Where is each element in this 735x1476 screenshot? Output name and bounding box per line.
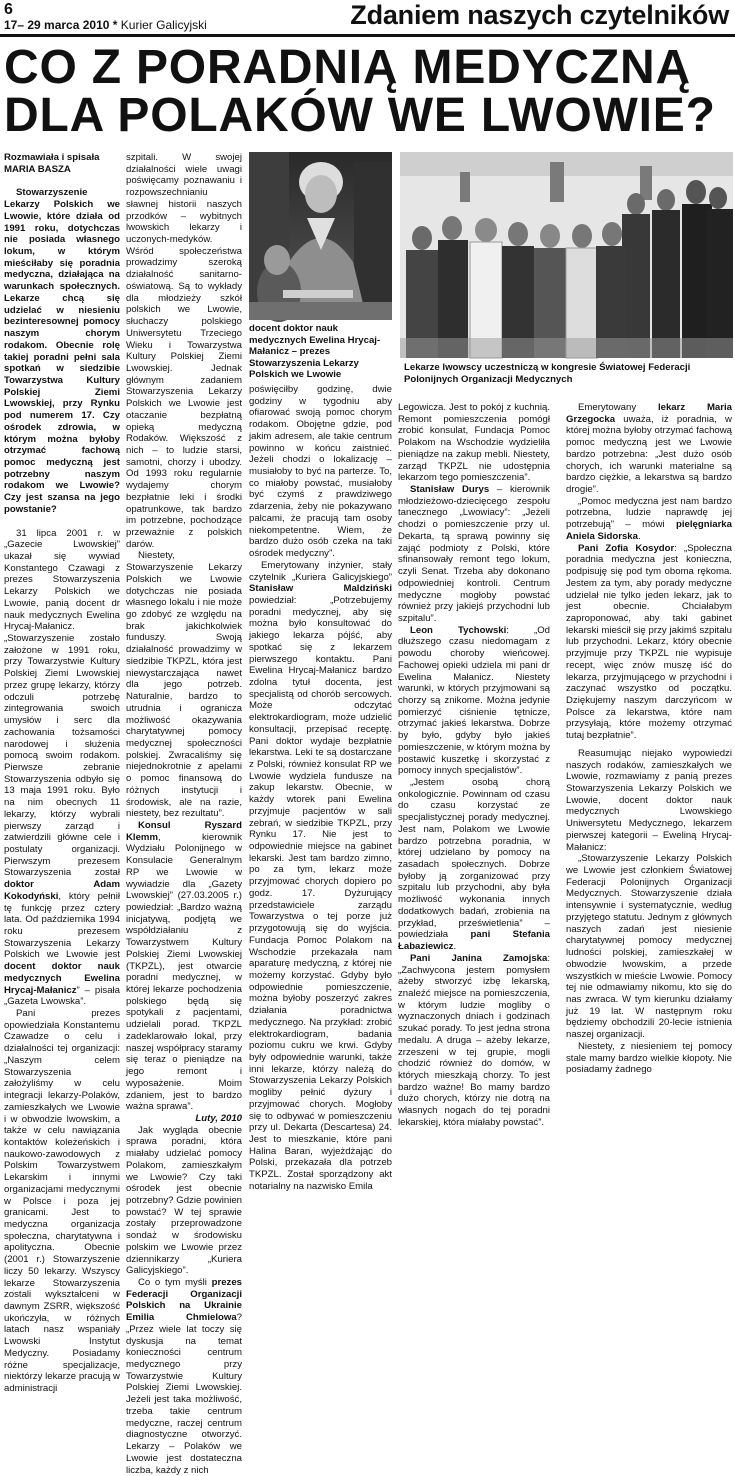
issue-date: 17– 29 marca 2010 xyxy=(4,18,110,32)
person-name: Stanisław Durys xyxy=(410,484,490,496)
paragraph xyxy=(249,560,392,1193)
paragraph-text: ? „Przez wiele lat toczy się dyskusja na temat konieczności centrum medycznego przy Towarzystwie Kultury Polskiej Ziemi Lwowskiej. Jeżeli jest taka możliwość, trzeba takie centrum medyczne, raczej centrum diagnostyczne otworzyć. Lekarzy – Polaków we Lwowie jest dostateczna liczba, każdy z nich xyxy=(126,1312,242,1476)
paragraph-text: ” – pisała „Gazeta Lwowska”. xyxy=(4,984,120,1008)
publication-name: Kurier Galicyjski xyxy=(120,18,207,32)
paragraph xyxy=(4,528,120,1008)
person-name: Pani Zofia Kosydor xyxy=(578,542,675,554)
photo-group-caption: Lekarze lwowscy uczestniczą w kongresie Światowej Federacji Polonijnych Organizacji Medycznych xyxy=(404,362,691,385)
photo-portrait-caption: docent doktor nauk medycznych Ewelina Hrycaj-Małanicz – prezes Stowarzyszenia Lekarzy Polskich we Lwowie xyxy=(249,323,381,380)
paragraph-text: Emerytowany xyxy=(578,402,637,413)
article-column-5 xyxy=(566,402,732,1092)
person-name: Leon Tychowski xyxy=(410,624,507,636)
paragraph: Pani prezes opowiedziała Konstantemu Czawadze o celu i działalności tej organizacji: „Naszym celem Stowarzyszenia założyliśmy w celu integracji lekarzy-Polaków, zamieszkałych we Lwowie i w obwodzie lwowskim, a także w celu nawiązania kontaktów koleżeńskich i naukowo-zawodowych z Polskim Towarzystwem Lekarskim i innymi organizacjami medycznymi w Polsce i poza jej granicami. Jest to medyczna organizacja społeczna, charytatywna i apolityczna. Obecnie (2001 r.) Stowarzyszenie liczy 50 lekarzy. Wszyscy lekarze Stowarzyszenia zostali wykształceni w dawnym ZSRR, większość ukończyła, w różnych latach nasz wspaniały Lwowski Instytut Medyczny. Posiadamy różne specjalizacje, niektórzy lekarze pracują w administracji xyxy=(4,1008,120,1395)
paragraph xyxy=(566,543,732,742)
person-name: doktor Adam Kokodyński xyxy=(4,879,120,902)
paragraph-text: : „Od dłuższego czasu niedomagam z powodu choroby wieńcowej. Fachowej opieki udziela mi pani dr Ewelina Małanicz. Niestety warunki, w których przyjmowani są chorzy są znikome. Można jedynie pomierzyć ciśnienie tętnicze, otrzymać jakieś lekarstwa. Dobrze by było, gdyby było jakieś pomieszczenie, w którym można by postawić kuszetkę i skorzystać z pomocy innych specjalistów”. xyxy=(398,624,550,777)
paragraph: Reasumując niejako wypowiedzi naszych rodaków, zamieszkałych we Lwowie, rozmawiamy z panią prezes Stowarzyszenia Lekarzy Polskich we Lwowie, docent doktor nauk medycznych Lwowskiego Uniwersytetu Medycznego, lekarzem pierwszej kategorii – Eweliną Hrycaj-Małanicz: xyxy=(566,747,732,853)
paragraph-text: „Jestem osobą chorą onkologicznie. Powinnam od czasu do czasu korzystać ze specjalistycznej porady medycznej. Jest nam, Polakom we Lwowie bardzo potrzebna poradnia, w której udzielano by pomocy na zasadach społecznych. Dobrze byłoby ją zorganizować przy szpitalu lub przychodni, aby była możliwość wykonania innych dodatkowych badań, zrobienia na przykład, prześwietlenia” – powiedziała xyxy=(398,777,550,941)
paragraph: Legowicza. Jest to pokój z kuchnią. Remont pomieszczenia pomógł zrobić konsulat, Fundacja Pomoc Polakom na Wschodzie wydzieliła pieniądze na zakup mebli. Niestety, zarząd TKPZL nie udostępnia lekarzom tego pomieszczenia”. xyxy=(398,402,550,484)
paragraph-text: – kierownik młodzieżowo-dziecięcego zespołu tanecznego „Lwowiacy”: „Jeżeli chodzi o pomieszczenie przy ul. Dekarta, tą sprawą powinny się zająć podmioty z Polski, które sfinansowały remont tego lokum, czyli Senat. Trzeba aby dokonano odpowiedniej kontroli. Centrum medyczne mogłoby powstać również przy jakiejś przychodni lub szpitalu”. xyxy=(398,484,550,624)
paragraph: szpitali. W swojej działalności wiele uwagi poświęcamy poznawaniu i rozpowszechnianiu sławnej historii naszych przodków – wybitnych lwowskich lekarzy i uczonych-medyków. Wśród społeczeństwa prowadzimy szeroką działalność sanitarno-oświatową. Są to wykłady dla młodzieży szkół polskich we Lwowie, słuchaczy polskiego Uniwersytetu Trzeciego Wieku i Towarzystwa Kultury Polskiej Ziemi Lwowskiej. Jednak głównym zadaniem Stowarzyszenia Lekarzy Polskich we Lwowie jest otaczanie bezpłatną opieką medyczną Rodaków. Większość z nich – to ludzie starsi, samotni, chorzy i ubodzy. Od 1993 roku regularnie wydajemy chorym bezpłatnie leki i środki opatrunkowe, tak bardzo im potrzebne, pochodzące przeważnie z polskich darów. xyxy=(126,152,242,550)
person-name: pielęgniarka Aniela Sidorska xyxy=(566,519,732,542)
headline-line-2: DLA POLAKÓW WE LWOWIE? xyxy=(4,89,716,142)
photo-portrait xyxy=(249,152,392,320)
lead-text: Stowarzyszenie Lekarzy Polskich we Lwowie, które działa od 1991 roku, dotychczas nie posiada własnego lokum, w którym mieściłaby się poradnia medyczna, działająca na warunkach społecznych. Lekarze chcą się udzielać w niesieniu bezinteresownej pomocy naszym chorym rodakom. Obecnie rolę takiej poradni pełni sala spotkań w siedzibie Towarzystwa Kultury Polskiej Ziemi Lwowskiej, przy Rynku pod numerem 17. Czy ośrodek zdrowia, w którym można byłoby otrzymać fachową pomoc medyczną jest potrzebny naszym rodakom we Lwowie? Czy jest szansa na jego powstanie? xyxy=(4,187,120,515)
group-photo-image xyxy=(400,152,733,358)
paragraph: „Stowarzyszenie Lekarzy Polskich we Lwowie jest członkiem Światowej Federacji Polonijnych Organizacji Medycznych. Stowarzyszenie działa intensywnie i systematycznie, według przyjętego statutu. Jednym z głównych naszych zadań jest niesienie charytatywnej pomocy medycznej ludności polskiej, zamieszkałej w obwodzie lwowskim, a przede wszystkich w mieście Lwowie. Pomocy tej nie odmawiamy nikomu, kto się do nas zwraca. W tym kierunku działamy już 19 lat. W następnym roku będziemy obchodzili 20-lecie istnienia naszej organizacji. xyxy=(566,853,732,1041)
paragraph-text: : „Zachwycona jestem pomysłem ażeby stworzyć izbę lekarską, znaleźć miejsce na pomieszczenia, w którym ludzie mogliby o wyznaczonych dniach i godzinach szukać porady. To jest jedna strona medalu. A druga – ażeby lekarze, zrzeszeni w tej grupie, mogli chodzić również do domów, w których mieszkają chorzy. To jest bardzo ważne! Bo mamy bardzo dużo chorych, którzy nie dotrą na własnych nogach do tej poradni lekarskiej, która miałaby powstać”. xyxy=(398,952,550,1128)
person-name: lekarz Maria Grzegocka xyxy=(566,402,733,425)
article-column-3 xyxy=(249,384,392,1192)
section-title: Zdaniem naszych czytelników xyxy=(350,0,729,30)
article-headline xyxy=(4,41,716,142)
paragraph: „Pomoc medyczna jest nam bardzo potrzebna, ludzie naprawdę jej potrzebują” – mówi pielęgniarka Aniela Sidorska. xyxy=(566,495,732,542)
photo-group xyxy=(400,152,733,358)
paragraph-text: „Pomoc medyczna jest nam bardzo potrzebna, ludzie naprawdę jej potrzebują” – mówi xyxy=(566,495,732,531)
paragraph xyxy=(398,484,550,625)
signature-date: Luty, 2010 xyxy=(195,1112,242,1124)
paragraph-text: , który pełnił tę funkcję przez cztery lata. Od października 1994 roku prezesem Stowarzyszenia Lekarzy Polskich we Lwowie jest xyxy=(4,890,120,961)
paragraph-text: Co o tym myśli xyxy=(138,1277,207,1288)
headline-line-1: CO Z PORADNIĄ MEDYCZNĄ xyxy=(4,41,691,94)
paragraph xyxy=(126,1277,242,1476)
paragraph xyxy=(566,402,732,496)
person-name: Pani Janina Zamojska xyxy=(410,952,548,964)
paragraph: „Jestem osobą chorą onkologicznie. Powinnam od czasu do czasu korzystać ze specjalistycznej porady medycznej. Jest nam, Polakom we Lwowie bardzo potrzebna poradnia, w której udzielano by pomocy na zasadach społecznych. Dobrze byłoby ją zorganizować przy szpitalu lub przychodni, aby była możliwość wykonania innych dodatkowych badań, zrobienia na przykład, prześwietlenia” – powiedziała pani Stefania Łabaziewicz. xyxy=(398,777,550,953)
paragraph-text: uważa, iż poradnia, w której można byłoby otrzymać fachową pomoc medyczną jest we Lwowie bardzo potrzebna: „Jest dużo osób chorych, ich warunki materialne są bardzo ciężkie, a lekarstwa są bardzo drogie”. xyxy=(566,413,732,496)
portrait-image xyxy=(249,152,392,320)
person-name: prezes Federacji Organizacji Polskich na Ukrainie Emilia Chmielowa xyxy=(126,1277,242,1324)
person-name: docent doktor nauk medycznych Ewelina Hrycaj-Małanicz xyxy=(4,961,120,996)
paragraph xyxy=(398,953,550,1129)
lead-paragraph xyxy=(4,187,120,515)
person-name: Stanisław Maldziński xyxy=(249,583,392,595)
header-rule xyxy=(0,34,735,37)
issue-info: 17– 29 marca 2010 * Kurier Galicyjski xyxy=(4,18,207,32)
page-info xyxy=(4,2,207,31)
paragraph: poświęciłby godzinę, dwie godziny w tygodniu aby ofiarować swoją pomoc chorym rodakom. Obojętne gdzie, pod jakim adresem, ale takie centrum powinno w końcu zaistnieć. Jeżeli chodzi o lokalizację – musiałoby to być na parterze. To, co miałoby powstać, musiałoby być czymś z prawdziwego zdarzenia, żeby nie pokazywano palcami, że pracują tam osoby niekompetentne. Wiem, że bardzo dużo osób czeka na taki ośrodek medyczny”. xyxy=(249,384,392,560)
paragraph-text: Emerytowany inżynier, stały czytelnik „Kuriera Galicyjskiego” xyxy=(249,559,392,583)
paragraph: Niestety, z niesieniem tej pomocy stale mamy bardzo wielkie kłopoty. Nie posiadamy żadnego xyxy=(566,1040,732,1076)
paragraph-text: powiedział: „Potrzebujemy poradni medycznej, aby się można było konsultować do jakiego lekarza pójść, aby spotkać się z lekarzem pierwszego kontaktu. Pani Ewelina Hrycaj-Małanicz bardzo zdolna tytuł docenta, jest specjalistą od chorób sercowych. Może odczytać elektrokardiogram, może udzielić konsultacji, przepisać receptę. Pani doktor wydaje bezpłatnie lekarstwa. Leki te są dostarczane z Polski, również konsulat RP we Lwowie wydziela fundusze na zakup lekarstw. Obecnie, w każdy wtorek pani Ewelina przyjmuje pacjentów w sali zebrań, w siedzibie TKPZL, przy Rynku 17. Nie jest to odpowiednie miejsce na gabinet lekarski. Jest tam bardzo zimno, po za tym, lekarz może przyjmować chorych dopiero po godz. 17. Dyżurujący przedstawiciele zarządu Towarzystwa o tej porze już przygotowują się do wyjścia. Fundacja Pomoc Polakom na Wschodzie przekazała nam aparaturę medyczną, z której nie możemy korzystać. Gdyby było odpowiednie pomieszczenie, można byłoby poszerzyć zakres działania poradnictwa medycznego. Na przykład: zrobić elektrokardiogram, badania poziomu cukru we krwi. Gdyby były odpowiednie warunki, także inni lekarze, którzy należą do Stowarzyszenia Lekarzy Polskich mogliby pełnić dyżury i przyjmować chorych. Mogłoby się to odbywać w pomieszczeniu przy ul. Dekarta (Descartesa) 24. Jest to mieszkanie, które pani Halina Baran, wyjeżdżając do Polski, przekazała dla potrzeb TKPZL. Został sporządzony akt notarialny na nazwisko Emila xyxy=(249,594,392,1192)
paragraph xyxy=(398,625,550,777)
article-column-1 xyxy=(4,152,120,1395)
paragraph-text: , kierownik Wydziału Polonijnego w Konsulacie Generalnym RP we Lwowie w wywiadzie dla „Gazety Lwowskiej” (27.03.2005 r.) powiedział: „Bardzo ważną inicjatywą, podjętą we współdziałaniu z Towarzystwem Kultury Polskiej Ziemi Lwowskiej (TKPZL), jest otwarcie poradni medycznej, w której lekarze pochodzenia polskiego będą się spotykali z pacjentami, udzielali porad. TKPZL zadeklarowało lokal, przy naszej współpracy staramy się teraz o pieniądze na jego remont i wyposażenie. Moim zdaniem, jest to bardzo ważna sprawa”. xyxy=(126,831,242,1113)
byline-text: Rozmawiała i spisała xyxy=(4,152,100,163)
paragraph xyxy=(126,820,242,1113)
person-name: pani Stefania Łabaziewicz xyxy=(398,929,550,953)
byline xyxy=(4,152,120,175)
paragraph-text: : „Społeczna poradnia medyczna jest konieczna, podpisuję się pod tym oboma rękoma. Jestem za tym, aby porady medyczne udzielał nie tylko jeden lekarz, jak to jest obecnie. Chciałabym zaproponować, aby taki gabinet lekarski mieścił się przy jakimś szpitalu lub przychodni. Lekarz, który obecnie przyjmuje przy TKPZL nie wypisuje recept, więc znów muszę iść do lekarza, przyjmującego w przychodni i zaczynać wszystko od początku. Dziękujemy naszym darczyńcom w Polsce za lekarstwa, które nam przysyłają, które możemy otrzymać tutaj bezpłatnie”. xyxy=(566,542,733,742)
page-number: 6 xyxy=(4,1,13,18)
article-column-4 xyxy=(398,402,550,1128)
paragraph: Jak wygląda obecnie sprawa poradni, która miałaby udzielać pomocy Polakom, zamieszkałym we Lwowie? Czy taki ośrodek jest obecnie potrzebny? Gdzie powinien powstać? W tej sprawie zostały przeprowadzone sondaż w środowisku polskim we Lwowie przez dziennikarzy „Kuriera Galicyjskiego”. xyxy=(126,1124,242,1277)
person-name: Konsul Ryszard Klemm xyxy=(126,819,242,843)
paragraph: Niestety, Stowarzyszenie Lekarzy Polskich we Lwowie dotychczas nie posiada własnego lokalu i nie może go zdobyć ze względu na brak jakichkolwiek funduszy. Swoją działalność prowadzimy w siedzibie TKPZL, która jest niewystarczająca nawet dla jego potrzeb. Naturalnie, bardzo to utrudnia i ogranicza możliwość okazywania charytatywnej pomocy medycznej społeczności polskiej. Zwracaliśmy się niejednokrotnie z apelami o pomoc finansową do różnych instytucji i środowisk, ale na razie, niestety, bez rezultatu”. xyxy=(126,550,242,820)
byline-author: MARIA BASZA xyxy=(4,163,71,175)
article-column-2 xyxy=(126,152,242,1476)
paragraph-text: 31 lipca 2001 r. w „Gazecie Lwowskiej” ukazał się wywiad Konstantego Czawagi z prezes Stowarzyszenia Lekarzy Polskich we Lwowie, panią docent dr nauk medycznych Ewelina Hrycaj-Małanicz. „Stowarzyszenie zostało założone w 1991 roku, przy Towarzystwie Kultury Polskiej Ziemi Lwowskiej przez grupę lekarzy, którzy odczuli potrzebę zintegrowania swoich umysłów i serc dla zachowania tożsamości narodowej i służenia pomocą swoim rodakom. Pierwsze zebranie Stowarzyszenia odbyło się 13 maja 1991 roku. Było na nim obecnych 11 lekarzy, którzy wybrali pierwszy zarząd i zatwierdzili główne cele i postulaty organizacji. Pierwszym prezesem Stowarzyszenia został xyxy=(4,527,120,879)
